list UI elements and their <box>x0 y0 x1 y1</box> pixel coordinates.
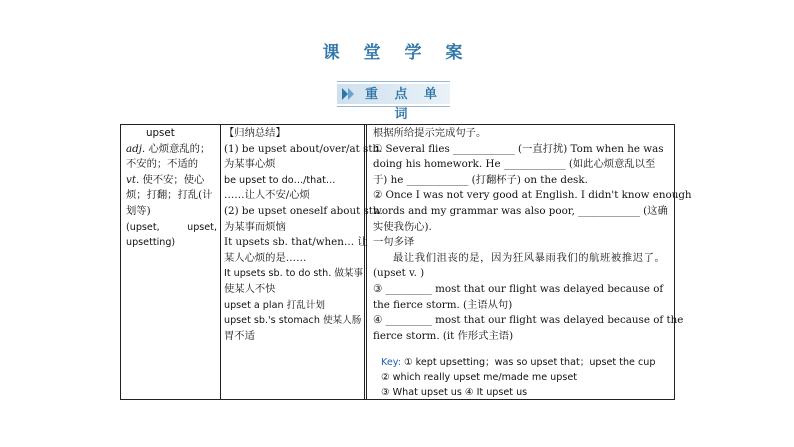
summary-item: 为某事而烦恼 <box>224 220 286 233</box>
question-4-line: ④ _________ most that our flight was delayed because of the <box>373 314 684 327</box>
vocab-word: upset <box>146 127 175 139</box>
summary-item: 使某人不快 <box>224 282 276 295</box>
multi-translation-hint: (upset v. ) <box>373 267 425 280</box>
summary-item: be upset to do…/that… <box>224 174 336 186</box>
summary-item: (2) be upset oneself about sth. <box>224 204 383 217</box>
word-column <box>121 125 221 399</box>
question-2-line: words and my grammar was also poor, ____________ (这确 <box>373 204 668 217</box>
summary-item: upset a plan 打乱计划 <box>224 299 325 311</box>
forms-2: upsetting) <box>126 237 176 249</box>
def-adj-2: 不安的；不适的 <box>126 158 199 171</box>
question-2-line: ② Once I was not very good at English. I didn't know enough <box>373 189 692 202</box>
key-answer-1: ① kept upsetting；was so upset that；upset the cup <box>400 357 656 369</box>
multi-translation-heading: 一句多译 <box>373 236 415 249</box>
forms-1a: (upset, <box>126 221 160 233</box>
question-1-line: ① Several flies ____________ (一直打扰) Tom when he was <box>373 142 664 155</box>
exercise-column <box>367 125 692 399</box>
section-banner <box>337 81 450 122</box>
key-label: Key: <box>381 357 401 369</box>
double-chevron-icon <box>341 86 357 102</box>
question-3-line: ③ _________ most that our flight was delayed because of <box>373 282 664 295</box>
question-1-line: doing his homework. He ____________ (如此心烦意乱以至 <box>373 158 656 171</box>
section-label: 重 点 单 词 <box>364 87 444 122</box>
question-1-line: 于) he ____________ (打翻杯子) on the desk. <box>373 173 588 186</box>
def-vt-3: 划等) <box>126 204 151 217</box>
vocab-table <box>120 124 692 400</box>
answer-key <box>373 356 670 400</box>
summary-heading: 【归纳总结】 <box>224 127 286 139</box>
page-title: 课 堂 学 案 <box>322 43 472 63</box>
multi-translation-sentence: 最让我们沮丧的是，因为狂风暴雨我们的航班被推迟了。 <box>393 251 666 264</box>
summary-item: 为某事心烦 <box>224 158 276 171</box>
pos-vt: vt. <box>126 173 140 186</box>
summary-item: 胃不适 <box>224 329 255 342</box>
question-3-line: the fierce storm. (主语从句) <box>373 298 513 311</box>
def-adj-1: 心烦意乱的； <box>145 142 211 155</box>
def-vt-1: 使不安；使心 <box>139 173 205 186</box>
key-answer-2: ② which really upset me/made me upset <box>381 371 577 383</box>
summary-item: It upsets sb. to do sth. 做某事 <box>224 268 364 280</box>
key-answer-3: ③ What upset us ④ It upset us <box>381 386 528 398</box>
def-vt-2: 烦；打翻；打乱(计 <box>126 189 213 202</box>
question-4-line: fierce storm. (it 作形式主语) <box>373 329 514 342</box>
summary-item: It upsets sb. that/when… 让 <box>224 236 368 249</box>
pos-adj: adj. <box>126 142 146 155</box>
exercise-intro: 根据所给提示完成句子。 <box>373 127 487 139</box>
summary-item: ……让人不安/心烦 <box>224 189 310 202</box>
question-2-line: 实使我伤心). <box>373 220 432 233</box>
forms-1b: upset, <box>187 221 217 233</box>
summary-item: (1) be upset about/over/at sth. <box>224 142 383 155</box>
summary-item: upset sb.'s stomach 使某人肠 <box>224 315 362 327</box>
summary-item: 某人心烦的是…… <box>224 251 307 264</box>
summary-column <box>221 125 383 399</box>
